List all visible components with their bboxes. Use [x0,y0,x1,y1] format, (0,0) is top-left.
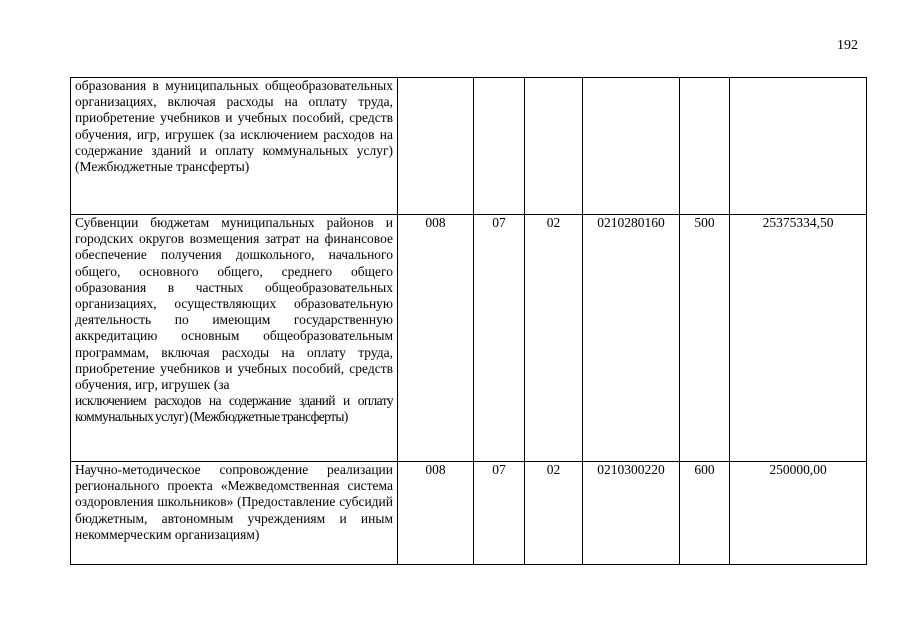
expense-type-cell: 600 [680,462,730,565]
expense-type-cell: 500 [680,215,730,462]
row-description [71,215,398,462]
section-code-cell: 07 [474,462,525,565]
amount-cell: 250000,00 [730,462,867,565]
row-description [71,78,398,215]
row-description-tail: исключением расходов на содержание зданий и оплату коммунальных услуг) (Межбюджетные трансферты) [75,393,393,425]
row-description [71,462,398,565]
subsection-code-cell: 02 [525,462,583,565]
page-number: 192 [837,38,858,53]
target-article-cell: 0210300220 [583,462,680,565]
table-row [71,215,867,462]
section-code-cell: 07 [474,215,525,462]
expense-type-cell [680,78,730,215]
table-row [71,462,867,565]
budget-table [70,77,867,565]
ministry-code-cell: 008 [398,215,474,462]
subsection-code-cell: 02 [525,215,583,462]
target-article-cell [583,78,680,215]
subsection-code-cell [525,78,583,215]
row-description-text: Научно-методическое сопровождение реализации регионального проекта «Межведомственная система оздоровления школьников» (Предоставление субсидий бюджетным, автономным учреждениям и иным некоммерческим организациям) [75,462,393,542]
ministry-code-cell: 008 [398,462,474,565]
row-description-text: Субвенции бюджетам муниципальных районов и городских округов возмещения затрат на финансовое обеспечение получения дошкольного, начального общего, основного общего, среднего общего образования в частных общеобразовательных организациях, осуществляющих образовательную деятельность по имеющим государственную аккредитацию основным общеобразовательным программам, включая расходы на оплату труда, приобретение учебников и учебных пособий, средств обучения, игр, игрушек (за [75,215,393,393]
section-code-cell [474,78,525,215]
table-row [71,78,867,215]
amount-cell [730,78,867,215]
amount-cell: 25375334,50 [730,215,867,462]
row-description-text: образования в муниципальных общеобразовательных организациях, включая расходы на оплату труда, приобретение учебников и учебных пособий, средств обучения, игр, игрушек (за исключением расходов на содержание зданий и оплату коммунальных услуг) (Межбюджетные трансферты) [75,78,393,175]
ministry-code-cell [398,78,474,215]
target-article-cell: 0210280160 [583,215,680,462]
